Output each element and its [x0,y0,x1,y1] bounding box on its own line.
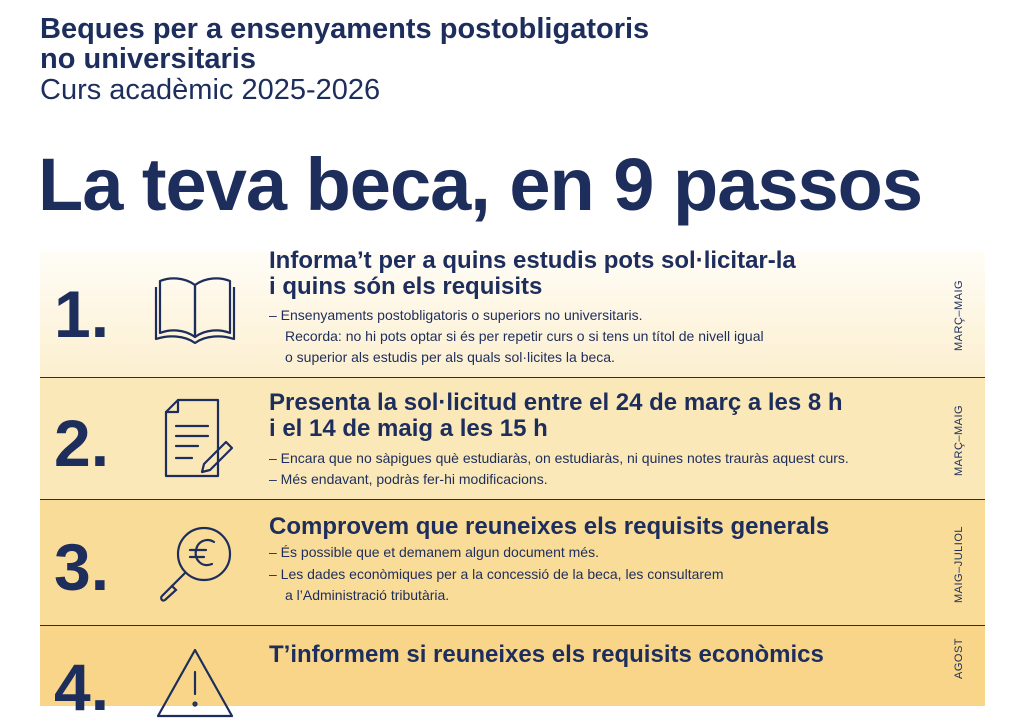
step-title-line: Informa’t per a quins estudis pots sol·licitar-la [269,247,796,274]
step-1 [40,247,985,378]
document-header [40,14,649,106]
step-number: 3. [54,530,110,604]
step-period: MARÇ–MAIG [953,279,965,351]
step-4 [40,626,985,724]
step-bullet: Recorda: no hi pots optar si és per repetir curs o si tens un títol de nivell igual [285,328,764,344]
step-title-line: i el 14 de maig a les 15 h [269,415,548,442]
step-title [269,248,949,300]
step-bullet: – És possible que et demanem algun document més. [269,544,599,560]
step-title [269,390,949,442]
step-2 [40,378,985,500]
step-bullet: o superior als estudis per als quals sol·licites la beca. [285,349,615,365]
step-bullet: – Encara que no sàpigues què estudiaràs, on estudiaràs, ni quines notes trauràs aquest curs. [269,450,849,466]
step-bullet: a l’Administració tributària. [285,587,450,603]
step-3 [40,500,985,626]
step-period: MAIG–JULIOL [953,525,965,603]
step-period: MARÇ–MAIG [953,404,965,476]
warning-triangle-icon [152,642,238,728]
step-bullet: – Ensenyaments postobligatoris o superiors no universitaris. [269,307,643,323]
program-title-line2: no universitaris [40,43,256,75]
page-headline: La teva beca, en 9 passos [38,143,923,226]
step-number: 4. [54,650,110,724]
step-bullet: – Més endavant, podràs fer-hi modificacions. [269,471,548,487]
euro-magnifier-icon [152,518,238,604]
open-book-icon [152,263,238,349]
step-title-line: i quins són els requisits [269,273,543,300]
academic-year: Curs acadèmic 2025-2026 [40,74,381,106]
step-title-line: Presenta la sol·licitud entre el 24 de març a les 8 h [269,389,843,416]
step-number: 2. [54,406,110,480]
step-bullet: – Les dades econòmiques per a la concessió de la beca, les consultarem [269,566,724,582]
step-title: Comprovem que reuneixes els requisits generals [269,513,830,540]
step-number: 1. [54,277,110,351]
program-title-line1: Beques per a ensenyaments postobligatoris [40,13,650,45]
document-pen-icon [152,394,238,480]
step-period: AGOST [953,637,965,679]
step-title: T’informem si reuneixes els requisits econòmics [269,641,824,668]
